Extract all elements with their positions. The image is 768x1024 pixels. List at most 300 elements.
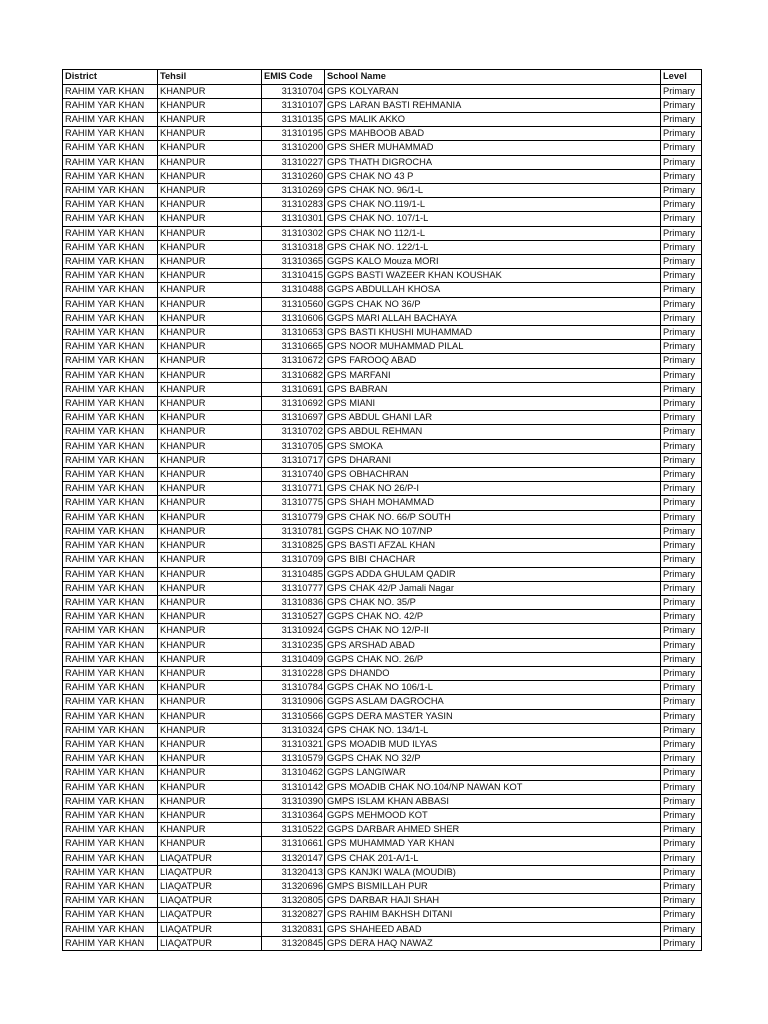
emis-code-cell: 31310704 xyxy=(262,84,325,98)
tehsil-cell: KHANPUR xyxy=(158,184,262,198)
tehsil-cell: KHANPUR xyxy=(158,368,262,382)
emis-code-cell: 31310527 xyxy=(262,610,325,624)
school-name-cell: GPS CHAK NO. 134/1-L xyxy=(325,723,661,737)
table-row xyxy=(63,865,702,879)
level-cell: Primary xyxy=(661,354,702,368)
table-row xyxy=(63,709,702,723)
level-cell: Primary xyxy=(661,894,702,908)
district-cell: RAHIM YAR KHAN xyxy=(63,297,158,311)
school-name-cell: GPS CHAK 42/P Jamali Nagar xyxy=(325,581,661,595)
level-cell: Primary xyxy=(661,226,702,240)
level-cell: Primary xyxy=(661,766,702,780)
tehsil-cell: KHANPUR xyxy=(158,468,262,482)
school-name-cell: GMPS BISMILLAH PUR xyxy=(325,879,661,893)
school-name-cell: GPS ARSHAD ABAD xyxy=(325,638,661,652)
emis-code-cell: 31310324 xyxy=(262,723,325,737)
level-cell: Primary xyxy=(661,184,702,198)
table-row xyxy=(63,496,702,510)
tehsil-cell: KHANPUR xyxy=(158,695,262,709)
district-cell: RAHIM YAR KHAN xyxy=(63,439,158,453)
tehsil-cell: LIAQATPUR xyxy=(158,865,262,879)
level-cell: Primary xyxy=(661,113,702,127)
tehsil-cell: LIAQATPUR xyxy=(158,894,262,908)
school-name-cell: GPS MOADIB CHAK NO.104/NP NAWAN KOT xyxy=(325,780,661,794)
level-cell: Primary xyxy=(661,681,702,695)
table-row xyxy=(63,169,702,183)
school-name-cell: GPS BIBI CHACHAR xyxy=(325,553,661,567)
district-cell: RAHIM YAR KHAN xyxy=(63,894,158,908)
tehsil-cell: KHANPUR xyxy=(158,780,262,794)
header-district: District xyxy=(63,70,158,85)
emis-code-cell: 31320845 xyxy=(262,936,325,950)
table-row xyxy=(63,879,702,893)
tehsil-cell: KHANPUR xyxy=(158,553,262,567)
district-cell: RAHIM YAR KHAN xyxy=(63,212,158,226)
level-cell: Primary xyxy=(661,482,702,496)
emis-code-cell: 31310906 xyxy=(262,695,325,709)
district-cell: RAHIM YAR KHAN xyxy=(63,652,158,666)
district-cell: RAHIM YAR KHAN xyxy=(63,326,158,340)
school-name-cell: GPS SHER MUHAMMAD xyxy=(325,141,661,155)
school-name-cell: GPS SHAH MOHAMMAD xyxy=(325,496,661,510)
school-name-cell: GPS NOOR MUHAMMAD PILAL xyxy=(325,340,661,354)
tehsil-cell: LIAQATPUR xyxy=(158,922,262,936)
tehsil-cell: KHANPUR xyxy=(158,198,262,212)
school-name-cell: GPS CHAK NO. 66/P SOUTH xyxy=(325,510,661,524)
emis-code-cell: 31310269 xyxy=(262,184,325,198)
district-cell: RAHIM YAR KHAN xyxy=(63,453,158,467)
school-name-cell: GGPS ADDA GHULAM QADIR xyxy=(325,567,661,581)
school-name-cell: GGPS ASLAM DAGROCHA xyxy=(325,695,661,709)
table-row xyxy=(63,595,702,609)
school-name-cell: GPS MUHAMMAD YAR KHAN xyxy=(325,837,661,851)
level-cell: Primary xyxy=(661,169,702,183)
school-name-cell: GPS SHAHEED ABAD xyxy=(325,922,661,936)
table-row xyxy=(63,567,702,581)
district-cell: RAHIM YAR KHAN xyxy=(63,255,158,269)
district-cell: RAHIM YAR KHAN xyxy=(63,98,158,112)
district-cell: RAHIM YAR KHAN xyxy=(63,113,158,127)
emis-code-cell: 31310318 xyxy=(262,240,325,254)
emis-code-cell: 31310779 xyxy=(262,510,325,524)
school-name-cell: GGPS MARI ALLAH BACHAYA xyxy=(325,311,661,325)
school-name-cell: GPS BASTI KHUSHI MUHAMMAD xyxy=(325,326,661,340)
emis-code-cell: 31310365 xyxy=(262,255,325,269)
table-row xyxy=(63,297,702,311)
tehsil-cell: LIAQATPUR xyxy=(158,936,262,950)
district-cell: RAHIM YAR KHAN xyxy=(63,184,158,198)
district-cell: RAHIM YAR KHAN xyxy=(63,794,158,808)
emis-code-cell: 31310672 xyxy=(262,354,325,368)
header-emis-code: EMIS Code xyxy=(262,70,325,85)
district-cell: RAHIM YAR KHAN xyxy=(63,169,158,183)
emis-code-cell: 31320696 xyxy=(262,879,325,893)
emis-code-cell: 31310665 xyxy=(262,340,325,354)
table-row xyxy=(63,823,702,837)
school-name-cell: GPS RAHIM BAKHSH DITANI xyxy=(325,908,661,922)
tehsil-cell: LIAQATPUR xyxy=(158,879,262,893)
tehsil-cell: KHANPUR xyxy=(158,382,262,396)
district-cell: RAHIM YAR KHAN xyxy=(63,482,158,496)
tehsil-cell: KHANPUR xyxy=(158,737,262,751)
table-row xyxy=(63,155,702,169)
tehsil-cell: KHANPUR xyxy=(158,808,262,822)
tehsil-cell: KHANPUR xyxy=(158,283,262,297)
emis-code-cell: 31320413 xyxy=(262,865,325,879)
level-cell: Primary xyxy=(661,311,702,325)
district-cell: RAHIM YAR KHAN xyxy=(63,567,158,581)
tehsil-cell: KHANPUR xyxy=(158,539,262,553)
tehsil-cell: KHANPUR xyxy=(158,269,262,283)
district-cell: RAHIM YAR KHAN xyxy=(63,638,158,652)
emis-code-cell: 31310781 xyxy=(262,524,325,538)
school-name-cell: GPS SMOKA xyxy=(325,439,661,453)
district-cell: RAHIM YAR KHAN xyxy=(63,823,158,837)
tehsil-cell: KHANPUR xyxy=(158,255,262,269)
tehsil-cell: KHANPUR xyxy=(158,610,262,624)
school-name-cell: GPS CHAK NO 112/1-L xyxy=(325,226,661,240)
tehsil-cell: KHANPUR xyxy=(158,752,262,766)
emis-code-cell: 31310740 xyxy=(262,468,325,482)
level-cell: Primary xyxy=(661,198,702,212)
emis-code-cell: 31320831 xyxy=(262,922,325,936)
district-cell: RAHIM YAR KHAN xyxy=(63,354,158,368)
district-cell: RAHIM YAR KHAN xyxy=(63,553,158,567)
table-row xyxy=(63,553,702,567)
tehsil-cell: KHANPUR xyxy=(158,709,262,723)
table-row xyxy=(63,113,702,127)
table-row xyxy=(63,638,702,652)
table-row xyxy=(63,752,702,766)
school-name-cell: GPS DERA HAQ NAWAZ xyxy=(325,936,661,950)
table-row xyxy=(63,610,702,624)
school-name-cell: GPS DHARANI xyxy=(325,453,661,467)
tehsil-cell: KHANPUR xyxy=(158,212,262,226)
school-name-cell: GPS BASTI AFZAL KHAN xyxy=(325,539,661,553)
district-cell: RAHIM YAR KHAN xyxy=(63,397,158,411)
header-row xyxy=(63,70,702,85)
emis-code-cell: 31310579 xyxy=(262,752,325,766)
district-cell: RAHIM YAR KHAN xyxy=(63,581,158,595)
emis-code-cell: 31320827 xyxy=(262,908,325,922)
header-level: Level xyxy=(661,70,702,85)
tehsil-cell: KHANPUR xyxy=(158,311,262,325)
emis-code-cell: 31310235 xyxy=(262,638,325,652)
tehsil-cell: KHANPUR xyxy=(158,425,262,439)
emis-code-cell: 31310321 xyxy=(262,737,325,751)
level-cell: Primary xyxy=(661,141,702,155)
district-cell: RAHIM YAR KHAN xyxy=(63,695,158,709)
district-cell: RAHIM YAR KHAN xyxy=(63,84,158,98)
district-cell: RAHIM YAR KHAN xyxy=(63,837,158,851)
level-cell: Primary xyxy=(661,610,702,624)
district-cell: RAHIM YAR KHAN xyxy=(63,496,158,510)
emis-code-cell: 31310682 xyxy=(262,368,325,382)
tehsil-cell: KHANPUR xyxy=(158,84,262,98)
table-row xyxy=(63,141,702,155)
level-cell: Primary xyxy=(661,340,702,354)
tehsil-cell: KHANPUR xyxy=(158,326,262,340)
district-cell: RAHIM YAR KHAN xyxy=(63,539,158,553)
emis-code-cell: 31310566 xyxy=(262,709,325,723)
emis-code-cell: 31310462 xyxy=(262,766,325,780)
district-cell: RAHIM YAR KHAN xyxy=(63,681,158,695)
emis-code-cell: 31310775 xyxy=(262,496,325,510)
emis-code-cell: 31310227 xyxy=(262,155,325,169)
emis-code-cell: 31310409 xyxy=(262,652,325,666)
level-cell: Primary xyxy=(661,425,702,439)
table-row xyxy=(63,510,702,524)
school-name-cell: GPS MAHBOOB ABAD xyxy=(325,127,661,141)
tehsil-cell: LIAQATPUR xyxy=(158,908,262,922)
table-row xyxy=(63,411,702,425)
tehsil-cell: KHANPUR xyxy=(158,666,262,680)
level-cell: Primary xyxy=(661,851,702,865)
emis-code-cell: 31310107 xyxy=(262,98,325,112)
level-cell: Primary xyxy=(661,539,702,553)
level-cell: Primary xyxy=(661,737,702,751)
table-row xyxy=(63,666,702,680)
district-cell: RAHIM YAR KHAN xyxy=(63,752,158,766)
school-name-cell: GGPS CHAK NO 106/1-L xyxy=(325,681,661,695)
school-name-cell: GPS MARFANI xyxy=(325,368,661,382)
school-name-cell: GPS ABDUL GHANI LAR xyxy=(325,411,661,425)
district-cell: RAHIM YAR KHAN xyxy=(63,226,158,240)
district-cell: RAHIM YAR KHAN xyxy=(63,808,158,822)
district-cell: RAHIM YAR KHAN xyxy=(63,425,158,439)
table-row xyxy=(63,212,702,226)
emis-code-cell: 31320147 xyxy=(262,851,325,865)
district-cell: RAHIM YAR KHAN xyxy=(63,936,158,950)
district-cell: RAHIM YAR KHAN xyxy=(63,723,158,737)
emis-code-cell: 31310283 xyxy=(262,198,325,212)
level-cell: Primary xyxy=(661,524,702,538)
tehsil-cell: KHANPUR xyxy=(158,766,262,780)
school-name-cell: GGPS LANGIWAR xyxy=(325,766,661,780)
level-cell: Primary xyxy=(661,837,702,851)
table-row xyxy=(63,624,702,638)
level-cell: Primary xyxy=(661,908,702,922)
tehsil-cell: KHANPUR xyxy=(158,794,262,808)
tehsil-cell: KHANPUR xyxy=(158,240,262,254)
district-cell: RAHIM YAR KHAN xyxy=(63,666,158,680)
level-cell: Primary xyxy=(661,752,702,766)
district-cell: RAHIM YAR KHAN xyxy=(63,283,158,297)
emis-code-cell: 31310228 xyxy=(262,666,325,680)
table-row xyxy=(63,808,702,822)
tehsil-cell: KHANPUR xyxy=(158,439,262,453)
tehsil-cell: KHANPUR xyxy=(158,823,262,837)
tehsil-cell: KHANPUR xyxy=(158,567,262,581)
emis-code-cell: 31310691 xyxy=(262,382,325,396)
table-row xyxy=(63,198,702,212)
emis-code-cell: 31320805 xyxy=(262,894,325,908)
school-name-cell: GPS LARAN BASTI REHMANIA xyxy=(325,98,661,112)
table-row xyxy=(63,482,702,496)
table-row xyxy=(63,936,702,950)
district-cell: RAHIM YAR KHAN xyxy=(63,155,158,169)
school-name-cell: GGPS CHAK NO 32/P xyxy=(325,752,661,766)
emis-code-cell: 31310709 xyxy=(262,553,325,567)
tehsil-cell: LIAQATPUR xyxy=(158,851,262,865)
table-row xyxy=(63,524,702,538)
level-cell: Primary xyxy=(661,823,702,837)
school-name-cell: GGPS CHAK NO 12/P-II xyxy=(325,624,661,638)
emis-code-cell: 31310135 xyxy=(262,113,325,127)
emis-code-cell: 31310488 xyxy=(262,283,325,297)
tehsil-cell: KHANPUR xyxy=(158,837,262,851)
emis-code-cell: 31310836 xyxy=(262,595,325,609)
emis-code-cell: 31310777 xyxy=(262,581,325,595)
level-cell: Primary xyxy=(661,638,702,652)
level-cell: Primary xyxy=(661,382,702,396)
table-row xyxy=(63,397,702,411)
level-cell: Primary xyxy=(661,581,702,595)
table-row xyxy=(63,368,702,382)
table-row xyxy=(63,226,702,240)
header-school-name: School Name xyxy=(325,70,661,85)
district-cell: RAHIM YAR KHAN xyxy=(63,780,158,794)
table-row xyxy=(63,681,702,695)
emis-code-cell: 31310301 xyxy=(262,212,325,226)
table-row xyxy=(63,652,702,666)
level-cell: Primary xyxy=(661,553,702,567)
school-name-cell: GGPS ABDULLAH KHOSA xyxy=(325,283,661,297)
table-row xyxy=(63,326,702,340)
district-cell: RAHIM YAR KHAN xyxy=(63,311,158,325)
tehsil-cell: KHANPUR xyxy=(158,595,262,609)
table-row xyxy=(63,98,702,112)
district-cell: RAHIM YAR KHAN xyxy=(63,510,158,524)
level-cell: Primary xyxy=(661,567,702,581)
school-name-cell: GPS KOLYARAN xyxy=(325,84,661,98)
level-cell: Primary xyxy=(661,397,702,411)
table-row xyxy=(63,766,702,780)
level-cell: Primary xyxy=(661,439,702,453)
table-row xyxy=(63,84,702,98)
tehsil-cell: KHANPUR xyxy=(158,155,262,169)
table-row xyxy=(63,539,702,553)
emis-code-cell: 31310702 xyxy=(262,425,325,439)
tehsil-cell: KHANPUR xyxy=(158,411,262,425)
table-row xyxy=(63,922,702,936)
level-cell: Primary xyxy=(661,936,702,950)
school-name-cell: GPS OBHACHRAN xyxy=(325,468,661,482)
level-cell: Primary xyxy=(661,155,702,169)
table-body xyxy=(63,84,702,950)
emis-code-cell: 31310390 xyxy=(262,794,325,808)
school-name-cell: GPS CHAK NO. 35/P xyxy=(325,595,661,609)
level-cell: Primary xyxy=(661,496,702,510)
level-cell: Primary xyxy=(661,922,702,936)
emis-code-cell: 31310485 xyxy=(262,567,325,581)
emis-code-cell: 31310705 xyxy=(262,439,325,453)
tehsil-cell: KHANPUR xyxy=(158,652,262,666)
emis-code-cell: 31310522 xyxy=(262,823,325,837)
tehsil-cell: KHANPUR xyxy=(158,354,262,368)
level-cell: Primary xyxy=(661,865,702,879)
district-cell: RAHIM YAR KHAN xyxy=(63,595,158,609)
level-cell: Primary xyxy=(661,255,702,269)
level-cell: Primary xyxy=(661,212,702,226)
district-cell: RAHIM YAR KHAN xyxy=(63,240,158,254)
level-cell: Primary xyxy=(661,794,702,808)
tehsil-cell: KHANPUR xyxy=(158,127,262,141)
level-cell: Primary xyxy=(661,808,702,822)
level-cell: Primary xyxy=(661,595,702,609)
school-name-cell: GPS CHAK NO. 107/1-L xyxy=(325,212,661,226)
school-name-cell: GPS MIANI xyxy=(325,397,661,411)
tehsil-cell: KHANPUR xyxy=(158,453,262,467)
school-name-cell: GGPS CHAK NO 36/P xyxy=(325,297,661,311)
school-name-cell: GPS KANJKI WALA (MOUDIB) xyxy=(325,865,661,879)
level-cell: Primary xyxy=(661,723,702,737)
district-cell: RAHIM YAR KHAN xyxy=(63,709,158,723)
level-cell: Primary xyxy=(661,127,702,141)
emis-code-cell: 31310825 xyxy=(262,539,325,553)
school-name-cell: GPS BABRAN xyxy=(325,382,661,396)
district-cell: RAHIM YAR KHAN xyxy=(63,141,158,155)
level-cell: Primary xyxy=(661,879,702,893)
school-name-cell: GPS CHAK NO 43 P xyxy=(325,169,661,183)
level-cell: Primary xyxy=(661,98,702,112)
table-row xyxy=(63,837,702,851)
school-name-cell: GPS CHAK NO. 122/1-L xyxy=(325,240,661,254)
emis-code-cell: 31310717 xyxy=(262,453,325,467)
school-name-cell: GPS MOADIB MUD ILYAS xyxy=(325,737,661,751)
school-table xyxy=(62,69,702,951)
district-cell: RAHIM YAR KHAN xyxy=(63,269,158,283)
level-cell: Primary xyxy=(661,780,702,794)
level-cell: Primary xyxy=(661,411,702,425)
district-cell: RAHIM YAR KHAN xyxy=(63,382,158,396)
table-row xyxy=(63,581,702,595)
emis-code-cell: 31310771 xyxy=(262,482,325,496)
table-row xyxy=(63,737,702,751)
level-cell: Primary xyxy=(661,709,702,723)
school-name-cell: GPS CHAK NO.119/1-L xyxy=(325,198,661,212)
table-row xyxy=(63,794,702,808)
school-name-cell: GGPS BASTI WAZEER KHAN KOUSHAK xyxy=(325,269,661,283)
district-cell: RAHIM YAR KHAN xyxy=(63,865,158,879)
emis-code-cell: 31310142 xyxy=(262,780,325,794)
district-cell: RAHIM YAR KHAN xyxy=(63,524,158,538)
emis-code-cell: 31310697 xyxy=(262,411,325,425)
district-cell: RAHIM YAR KHAN xyxy=(63,610,158,624)
tehsil-cell: KHANPUR xyxy=(158,141,262,155)
level-cell: Primary xyxy=(661,84,702,98)
emis-code-cell: 31310260 xyxy=(262,169,325,183)
table-row xyxy=(63,127,702,141)
level-cell: Primary xyxy=(661,453,702,467)
table-row xyxy=(63,894,702,908)
tehsil-cell: KHANPUR xyxy=(158,496,262,510)
level-cell: Primary xyxy=(661,652,702,666)
district-cell: RAHIM YAR KHAN xyxy=(63,411,158,425)
emis-code-cell: 31310200 xyxy=(262,141,325,155)
school-name-cell: GMPS ISLAM KHAN ABBASI xyxy=(325,794,661,808)
school-name-cell: GGPS MEHMOOD KOT xyxy=(325,808,661,822)
tehsil-cell: KHANPUR xyxy=(158,482,262,496)
school-name-cell: GPS CHAK 201-A/1-L xyxy=(325,851,661,865)
school-name-cell: GPS ABDUL REHMAN xyxy=(325,425,661,439)
district-cell: RAHIM YAR KHAN xyxy=(63,922,158,936)
table-row xyxy=(63,340,702,354)
table-row xyxy=(63,269,702,283)
table-row xyxy=(63,453,702,467)
table-row xyxy=(63,851,702,865)
school-name-cell: GPS CHAK NO 26/P-I xyxy=(325,482,661,496)
